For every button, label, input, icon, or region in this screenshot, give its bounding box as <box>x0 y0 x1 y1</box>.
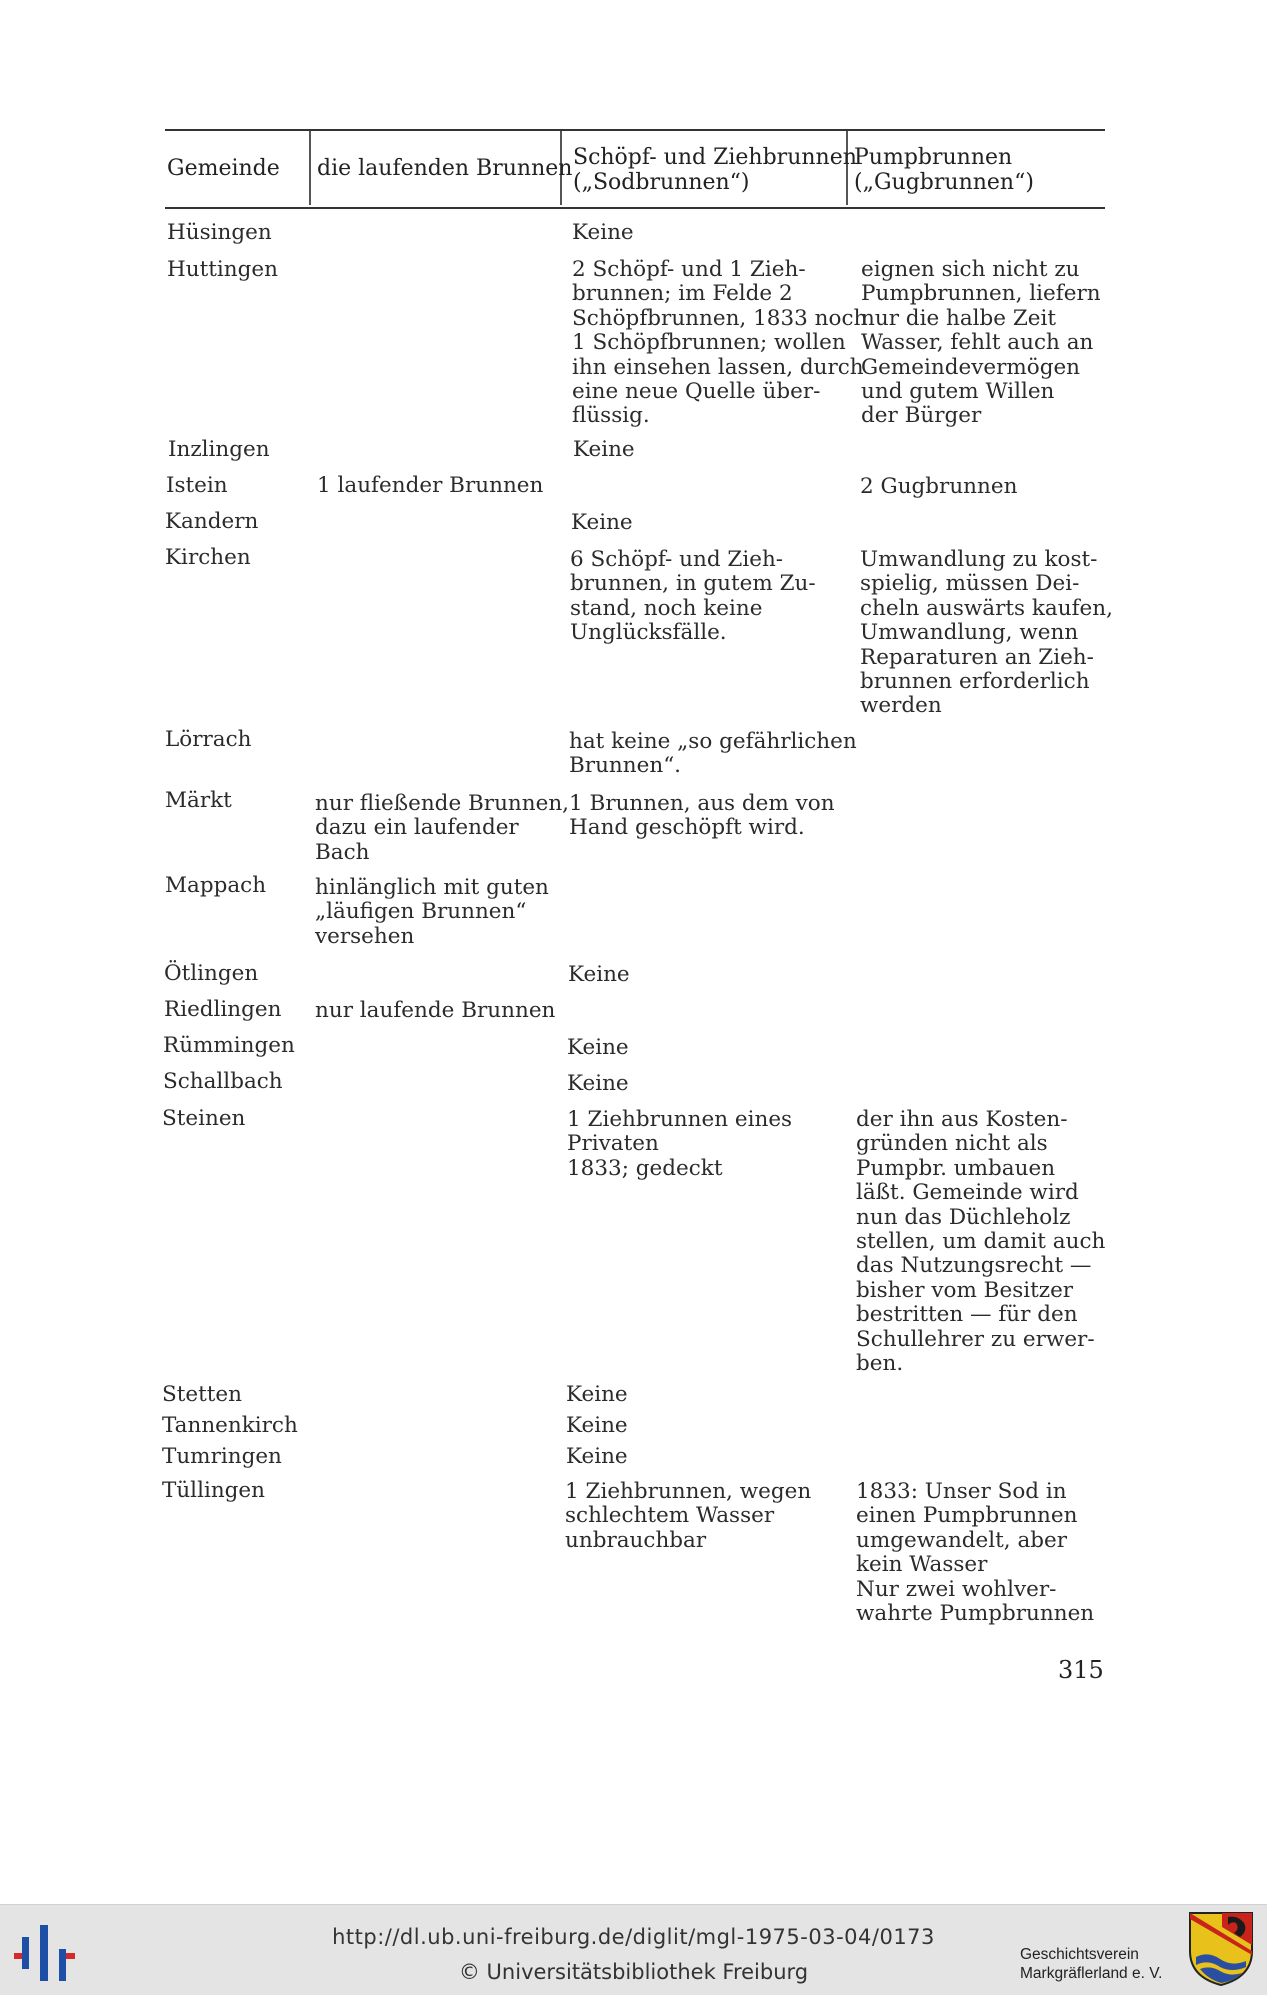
cell-gemeinde: Steinen <box>162 1106 246 1131</box>
cell-gemeinde: Märkt <box>165 788 232 813</box>
cell-laufende: nur fließende Brunnen, dazu ein laufender Bach <box>315 791 570 865</box>
cell-pump: eignen sich nicht zu Pumpbrunnen, liefern nur die halbe Zeit Wasser, fehlt auch an Gemeindevermögen und gutem Willen der Bürger <box>861 257 1101 429</box>
table-header-rule <box>165 207 1105 209</box>
cell-gemeinde: Schallbach <box>163 1069 283 1094</box>
header-laufende-brunnen: die laufenden Brunnen <box>317 156 573 181</box>
header-pumpbrunnen: Pumpbrunnen („Gugbrunnen“) <box>854 145 1034 195</box>
page-number: 315 <box>1058 1656 1104 1684</box>
copyright-notice: © Universitätsbibliothek Freiburg <box>458 1960 809 1984</box>
cell-schoepf: Keine <box>568 962 630 987</box>
cell-gemeinde: Stetten <box>162 1382 242 1407</box>
cell-schoepf: Keine <box>566 1413 628 1438</box>
cell-gemeinde: Mappach <box>165 873 267 898</box>
cell-pump: 1833: Unser Sod in einen Pumpbrunnen umgewandelt, aber kein Wasser Nur zwei wohlver- wahrte Pumpbrunnen <box>856 1479 1095 1627</box>
cell-gemeinde: Hüsingen <box>167 220 272 245</box>
cell-schoepf: Keine <box>572 220 634 245</box>
cell-gemeinde: Tumringen <box>162 1444 282 1469</box>
cell-schoepf: 1 Brunnen, aus dem von Hand geschöpft wird. <box>569 791 835 841</box>
cell-schoepf: Keine <box>567 1035 629 1060</box>
cell-pump: der ihn aus Kosten- gründen nicht als Pumpbr. umbauen läßt. Gemeinde wird nun das Düchleholz stellen, um damit auch das Nutzungsrecht — bisher vom Besitzer bestritten — für den Schullehrer zu erwer- ben. <box>856 1107 1106 1377</box>
cell-laufende: 1 laufender Brunnen <box>317 473 544 498</box>
coat-of-arms-icon <box>1188 1911 1254 1987</box>
cell-schoepf: Keine <box>573 437 635 462</box>
header-schoepf-ziehbrunnen: Schöpf- und Ziehbrunnen („Sodbrunnen“) <box>573 145 857 195</box>
cell-gemeinde: Inzlingen <box>168 437 270 462</box>
cell-gemeinde: Tüllingen <box>162 1478 265 1503</box>
header-gemeinde: Gemeinde <box>167 156 280 181</box>
cell-gemeinde: Kandern <box>165 509 259 534</box>
cell-pump: Umwandlung zu kost- spielig, müssen Dei- cheln auswärts kaufen, Umwandlung, wenn Reparaturen an Zieh- brunnen erforderlich werden <box>860 547 1113 719</box>
cell-gemeinde: Lörrach <box>165 727 252 752</box>
cell-schoepf: hat keine „so gefährlichen Brunnen“. <box>569 729 857 779</box>
cell-schoepf: Keine <box>571 510 633 535</box>
society-name <box>1020 1945 1162 1983</box>
cell-gemeinde: Ötlingen <box>164 961 259 986</box>
society-name-line-2: Markgräflerland e. V. <box>1020 1965 1163 1982</box>
cell-gemeinde: Istein <box>166 473 228 498</box>
cell-laufende: nur laufende Brunnen <box>315 998 556 1023</box>
cell-schoepf: 6 Schöpf- und Zieh- brunnen, in gutem Zu- stand, noch keine Unglücksfälle. <box>570 547 816 646</box>
document-url-link[interactable]: http://dl.ub.uni-freiburg.de/diglit/mgl-1975-03-04/0173 <box>332 1925 935 1949</box>
cell-schoepf: Keine <box>566 1444 628 1469</box>
society-name-line-1: Geschichtsverein <box>1020 1946 1139 1963</box>
header-divider-1 <box>309 131 311 205</box>
cell-schoepf: Keine <box>567 1071 629 1096</box>
cell-schoepf: Keine <box>566 1382 628 1407</box>
cell-schoepf: 1 Ziehbrunnen, wegen schlechtem Wasser unbrauchbar <box>565 1479 812 1553</box>
cell-pump: 2 Gugbrunnen <box>860 474 1018 499</box>
cell-gemeinde: Kirchen <box>165 545 251 570</box>
cell-schoepf: 1 Ziehbrunnen eines Privaten 1833; gedeckt <box>567 1107 793 1181</box>
cell-schoepf: 2 Schöpf- und 1 Zieh- brunnen; im Felde 2 Schöpfbrunnen, 1833 noch 1 Schöpfbrunnen; wollen ihn einsehen lassen, durch eine neue Quelle über- flüssig. <box>572 257 868 429</box>
cell-gemeinde: Rümmingen <box>163 1033 295 1058</box>
cell-gemeinde: Tannenkirch <box>162 1413 298 1438</box>
viewer-footer <box>0 1904 1267 1995</box>
cell-gemeinde: Huttingen <box>167 257 278 282</box>
cell-gemeinde: Riedlingen <box>164 997 282 1022</box>
cell-laufende: hinlänglich mit guten „läufigen Brunnen“ versehen <box>315 875 549 949</box>
table-top-rule <box>165 129 1105 131</box>
